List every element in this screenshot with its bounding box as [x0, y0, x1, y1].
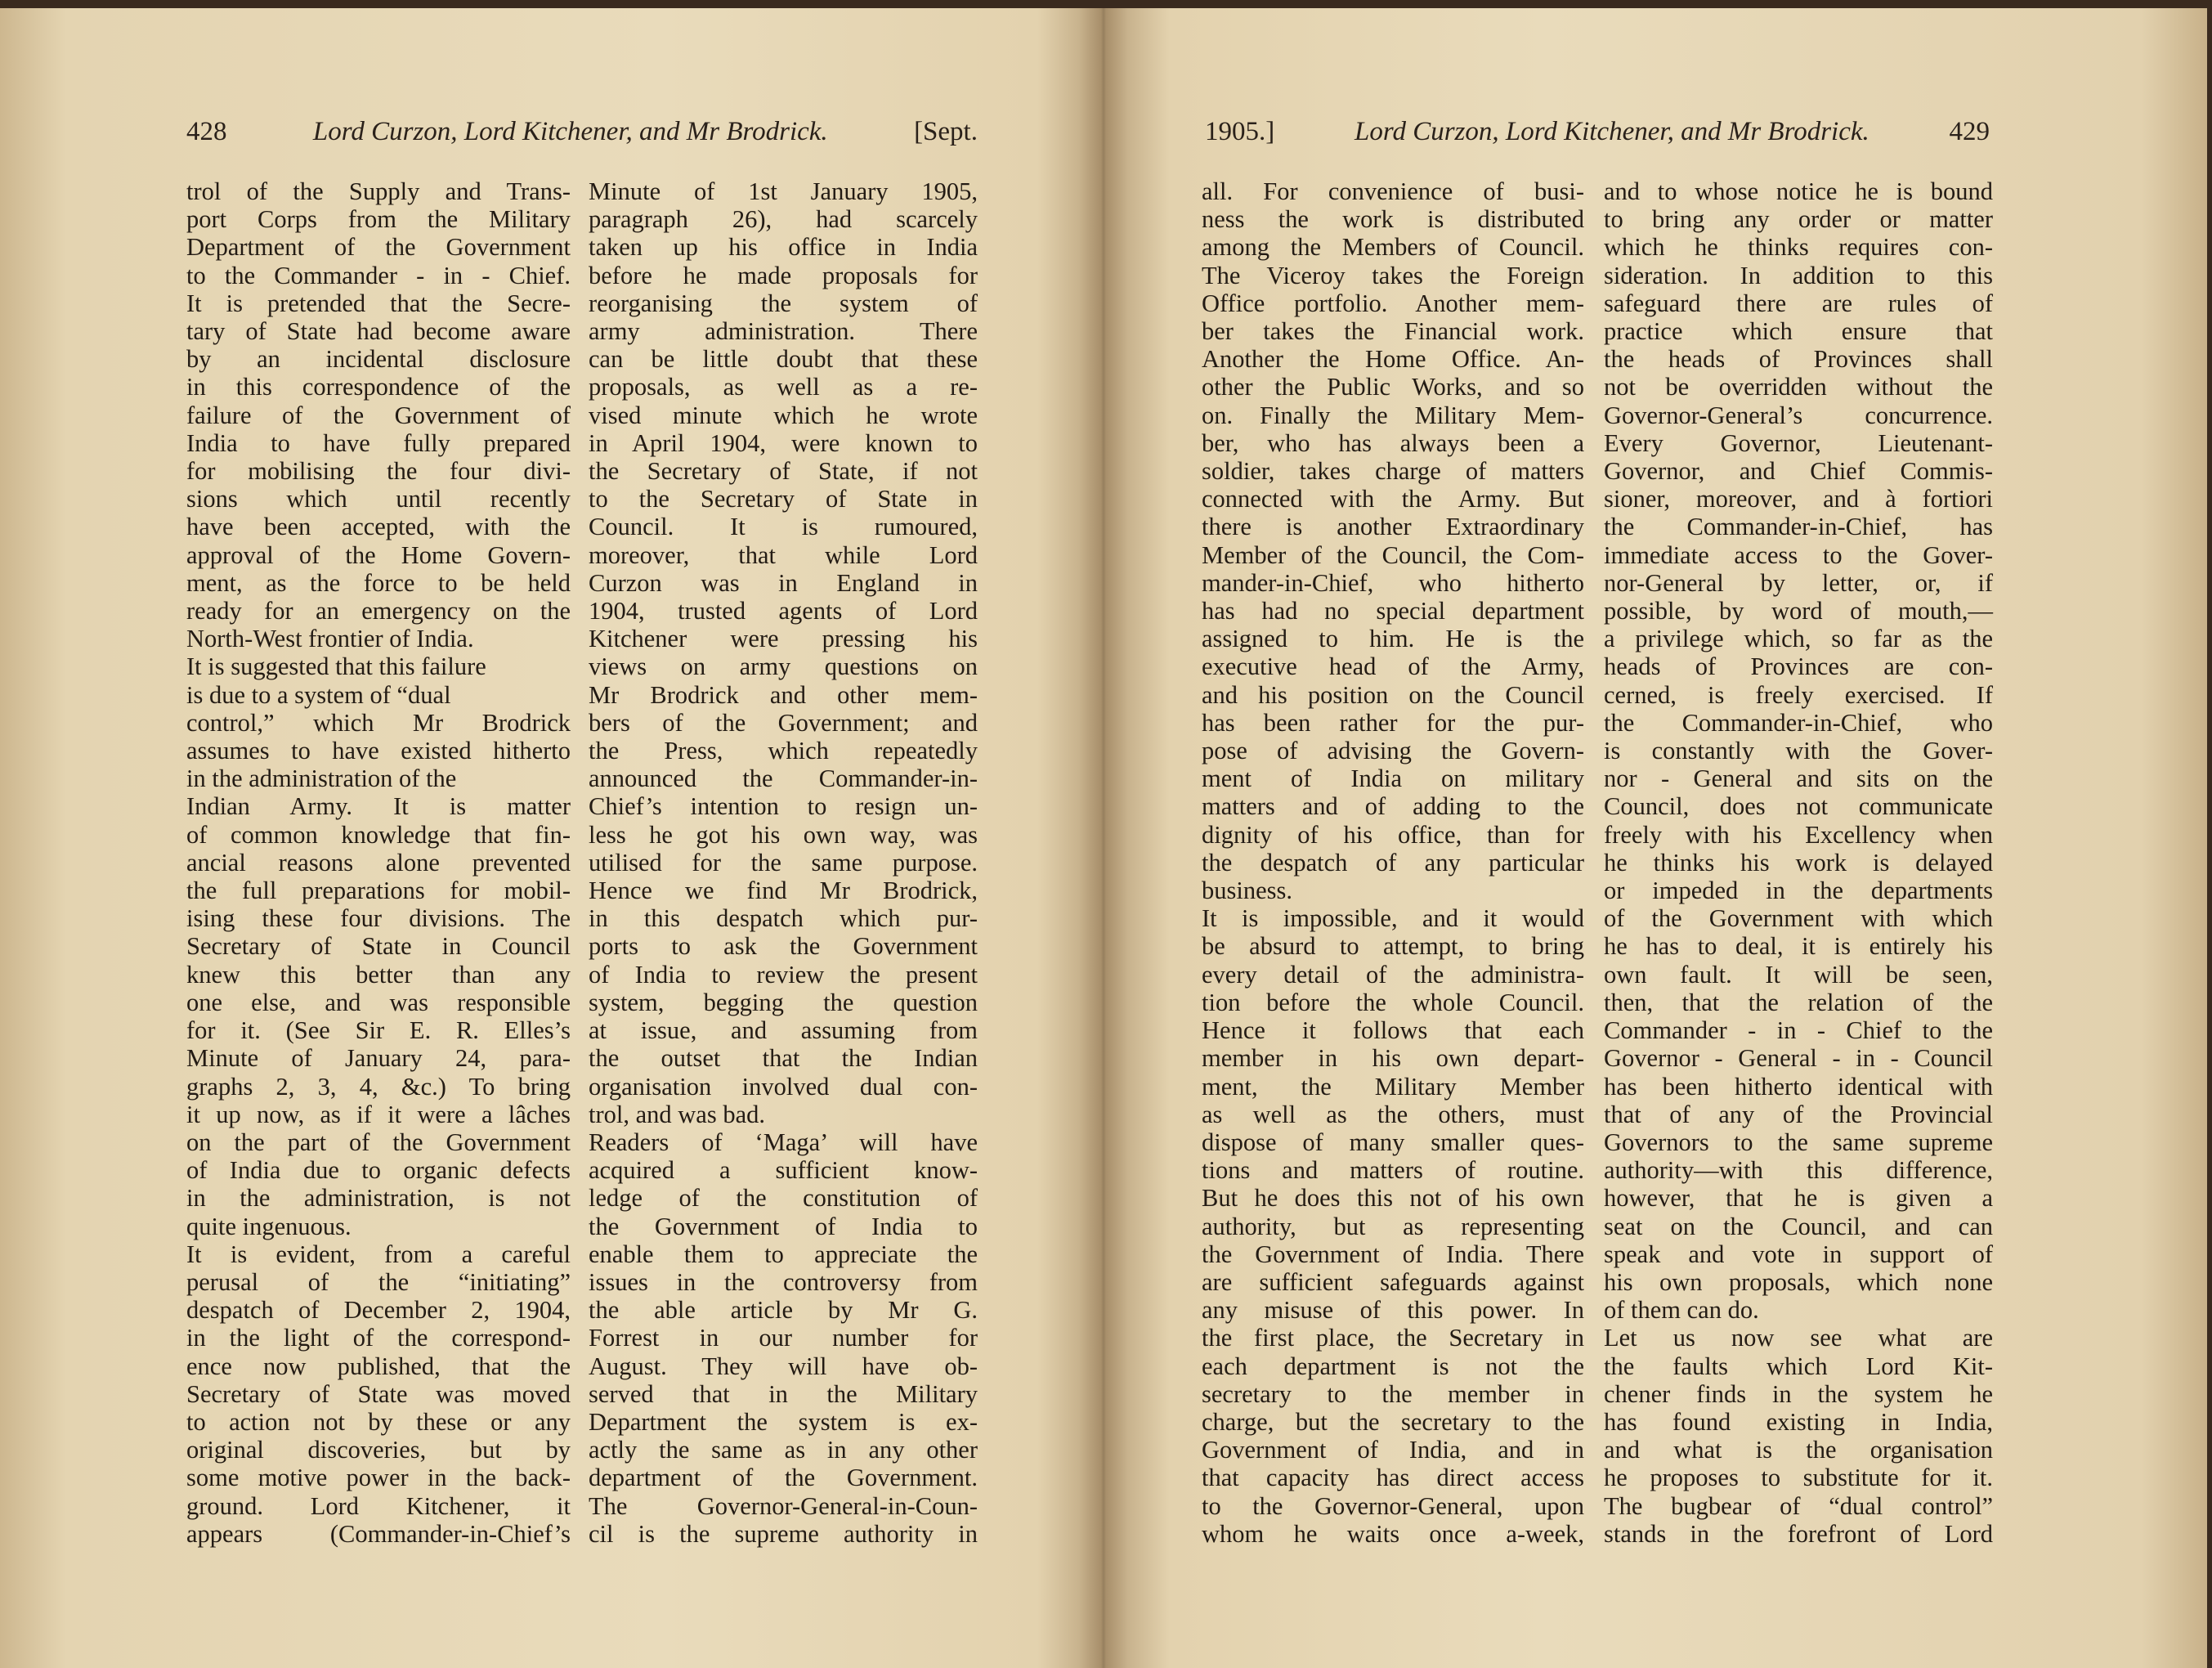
text-line: there is another Extraordinary — [1202, 513, 1584, 541]
text-line: dignity of his office, than for — [1202, 820, 1584, 849]
text-line: among the Members of Council. — [1202, 233, 1584, 262]
text-line: of them can do. — [1604, 1296, 1759, 1325]
text-line: to action not by these or any — [186, 1407, 571, 1436]
text-line: he thinks his work is delayed — [1604, 848, 1993, 877]
text-line: nor - General and sits on the — [1604, 764, 1993, 793]
text-line: sioner, moreover, and à fortiori — [1604, 485, 1993, 513]
right-column-1 — [1202, 177, 1584, 1548]
text-line: appears (Commander-in-Chief’s — [186, 1519, 571, 1548]
text-line: dispose of many smaller ques- — [1202, 1128, 1584, 1156]
text-line: in the administration, is not — [186, 1184, 571, 1213]
text-line: assumes to have existed hitherto — [186, 737, 571, 765]
text-line: authority, but as representing — [1202, 1212, 1584, 1240]
page-number: 429 — [1949, 117, 1990, 146]
text-line: one else, and was responsible — [186, 988, 571, 1016]
text-line: Hence we find Mr Brodrick, — [589, 877, 978, 905]
text-line: the heads of Provinces shall — [1604, 345, 1993, 374]
text-line: ness the work is distributed — [1202, 205, 1584, 234]
text-line: the full preparations for mobil- — [186, 877, 571, 905]
text-line: mander-in-Chief, who hitherto — [1202, 568, 1584, 597]
text-line: Forrest in our number for — [589, 1324, 978, 1352]
header-date: 1905.] — [1205, 117, 1275, 146]
right-page — [1120, 8, 2207, 1668]
text-line: has been rather for the pur- — [1202, 708, 1584, 737]
text-line: are sufficient safeguards against — [1202, 1267, 1584, 1296]
text-line: in this despatch which pur- — [589, 904, 978, 933]
running-title: Lord Curzon, Lord Kitchener, and Mr Brodrick. — [1354, 117, 1869, 146]
text-line: chener finds in the system he — [1604, 1379, 1993, 1408]
text-line: then, that the relation of the — [1604, 988, 1993, 1016]
text-line: Governor, and Chief Commis- — [1604, 457, 1993, 486]
text-line: ment of India on military — [1202, 764, 1584, 793]
text-line: to the Commander - in - Chief. — [186, 261, 571, 289]
text-line: knew this better than any — [186, 960, 571, 989]
text-line: Government of India, and in — [1202, 1436, 1584, 1464]
left-page — [0, 8, 1087, 1668]
text-line: proposals, as well as a re- — [589, 373, 978, 401]
text-line: ment, as the force to be held — [186, 568, 571, 597]
text-line: issues in the controversy from — [589, 1267, 978, 1296]
text-line: Council, does not communicate — [1604, 792, 1993, 821]
text-line: of India due to organic defects — [186, 1156, 571, 1185]
text-line: served that in the Military — [589, 1379, 978, 1408]
text-line: paragraph 26), had scarcely — [589, 205, 978, 234]
page-number: 428 — [186, 117, 227, 146]
text-line: Chief’s intention to resign un- — [589, 792, 978, 821]
text-line: Readers of ‘Maga’ will have — [589, 1128, 978, 1156]
text-line: in April 1904, were known to — [589, 428, 978, 457]
text-line: Office portfolio. Another mem- — [1202, 289, 1584, 317]
text-line: to the Secretary of State in — [589, 485, 978, 513]
text-line: for it. (See Sir E. R. Elles’s — [186, 1016, 571, 1045]
text-line: to bring any order or matter — [1604, 205, 1993, 234]
text-line: stands in the forefront of Lord — [1604, 1519, 1993, 1548]
text-line: some motive power in the back- — [186, 1464, 571, 1492]
text-line: perusal of the “initiating” — [186, 1267, 571, 1296]
running-title: Lord Curzon, Lord Kitchener, and Mr Brodrick. — [312, 117, 828, 146]
text-line: Let us now see what are — [1604, 1324, 1993, 1352]
text-line: enable them to appreciate the — [589, 1240, 978, 1268]
text-line: Department the system is ex- — [589, 1407, 978, 1436]
text-line: the able article by Mr G. — [589, 1296, 978, 1325]
text-line: But he does this not of his own — [1202, 1184, 1584, 1213]
text-line: possible, by word of mouth,— — [1604, 597, 1993, 626]
text-line: failure of the Government of — [186, 401, 571, 429]
text-line: and to whose notice he is bound — [1604, 177, 1993, 205]
text-line: at issue, and assuming from — [589, 1016, 978, 1045]
text-line: graphs 2, 3, 4, &c.) To bring — [186, 1072, 571, 1101]
text-line: ment, the Military Member — [1202, 1072, 1584, 1101]
text-line: system, begging the question — [589, 988, 978, 1016]
text-line: North-West frontier of India. — [186, 625, 474, 653]
text-line: It is evident, from a careful — [186, 1240, 571, 1268]
text-line: however, that he is given a — [1604, 1184, 1993, 1213]
text-line: utilised for the same purpose. — [589, 848, 978, 877]
text-line: all. For convenience of busi- — [1202, 177, 1584, 205]
text-line: in the light of the correspond- — [186, 1324, 571, 1352]
text-line: has found existing in India, — [1604, 1407, 1993, 1436]
text-line: moreover, that while Lord — [589, 540, 978, 569]
text-line: approval of the Home Govern- — [186, 540, 571, 569]
text-line: less he got his own way, was — [589, 820, 978, 849]
text-line: The Governor-General-in-Coun- — [589, 1491, 978, 1520]
text-line: August. They will have ob- — [589, 1352, 978, 1380]
right-page-header — [1205, 117, 1990, 158]
text-line: on the part of the Government — [186, 1128, 571, 1156]
text-line: have been accepted, with the — [186, 513, 571, 541]
text-line: in the administration of the — [186, 764, 457, 793]
text-line: any misuse of this power. In — [1202, 1296, 1584, 1325]
text-line: a privilege which, so far as the — [1604, 625, 1993, 653]
text-line: can be little doubt that these — [589, 345, 978, 374]
text-line: as well as the others, must — [1202, 1100, 1584, 1128]
text-line: ence now published, that the — [186, 1352, 571, 1380]
text-line: the Government of India to — [589, 1212, 978, 1240]
text-line: of the Government with which — [1604, 904, 1993, 933]
text-line: on. Finally the Military Mem- — [1202, 401, 1584, 429]
text-line: tions and matters of routine. — [1202, 1156, 1584, 1185]
text-line: sions which until recently — [186, 485, 571, 513]
text-line: the Commander-in-Chief, has — [1604, 513, 1993, 541]
text-line: the Secretary of State, if not — [589, 457, 978, 486]
text-line: It is suggested that this failure — [186, 652, 486, 681]
text-line: Indian Army. It is matter — [186, 792, 571, 821]
text-line: the first place, the Secretary in — [1202, 1324, 1584, 1352]
text-line: the Commander-in-Chief, who — [1604, 708, 1993, 737]
left-column-2 — [589, 177, 978, 1548]
text-line: organisation involved dual con- — [589, 1072, 978, 1101]
text-line: Mr Brodrick and other mem- — [589, 680, 978, 709]
text-line: Commander - in - Chief to the — [1604, 1016, 1993, 1045]
text-line: ber takes the Financial work. — [1202, 317, 1584, 346]
book-spread — [0, 8, 2207, 1668]
text-line: member in his own depart- — [1202, 1044, 1584, 1073]
text-line: own fault. It will be seen, — [1604, 960, 1993, 989]
text-line: and his position on the Council — [1202, 680, 1584, 709]
text-line: he has to deal, it is entirely his — [1604, 932, 1993, 961]
text-line: acquired a sufficient know- — [589, 1156, 978, 1185]
text-line: connected with the Army. But — [1202, 485, 1584, 513]
text-line: of common knowledge that fin- — [186, 820, 571, 849]
text-line: The bugbear of “dual control” — [1604, 1491, 1993, 1520]
text-line: seat on the Council, and can — [1604, 1212, 1993, 1240]
text-line: Kitchener were pressing his — [589, 625, 978, 653]
text-line: and what is the organisation — [1604, 1436, 1993, 1464]
text-line: Minute of January 24, para- — [186, 1044, 571, 1073]
text-line: The Viceroy takes the Foreign — [1202, 261, 1584, 289]
text-line: trol of the Supply and Trans- — [186, 177, 571, 205]
text-line: in this correspondence of the — [186, 373, 571, 401]
text-line: has had no special department — [1202, 597, 1584, 626]
text-line: Member of the Council, the Com- — [1202, 540, 1584, 569]
text-line: for mobilising the four divi- — [186, 457, 571, 486]
text-line: nor-General by letter, or, if — [1604, 568, 1993, 597]
text-line: the faults which Lord Kit- — [1604, 1352, 1993, 1380]
text-line: the Government of India. There — [1202, 1240, 1584, 1268]
left-column-1 — [186, 177, 571, 1548]
text-line: not be overridden without the — [1604, 373, 1993, 401]
text-line: freely with his Excellency when — [1604, 820, 1993, 849]
left-page-header — [186, 117, 978, 158]
text-line: department of the Government. — [589, 1464, 978, 1492]
text-line: army administration. There — [589, 317, 978, 346]
text-line: cil is the supreme authority in — [589, 1519, 978, 1548]
header-date: [Sept. — [914, 117, 978, 146]
text-line: quite ingenuous. — [186, 1212, 352, 1240]
text-line: ports to ask the Government — [589, 932, 978, 961]
text-line: by an incidental disclosure — [186, 345, 571, 374]
text-line: that of any of the Provincial — [1604, 1100, 1993, 1128]
text-line: safeguard there are rules of — [1604, 289, 1993, 317]
text-line: Secretary of State in Council — [186, 932, 571, 961]
text-line: he proposes to substitute for it. — [1604, 1464, 1993, 1492]
text-line: vised minute which he wrote — [589, 401, 978, 429]
text-line: Another the Home Office. An- — [1202, 345, 1584, 374]
right-column-2 — [1604, 177, 1993, 1548]
text-line: bers of the Government; and — [589, 708, 978, 737]
text-line: Hence it follows that each — [1202, 1016, 1584, 1045]
text-line: Curzon was in England in — [589, 568, 978, 597]
text-line: ancial reasons alone prevented — [186, 848, 571, 877]
text-line: tion before the whole Council. — [1202, 988, 1584, 1016]
text-line: soldier, takes charge of matters — [1202, 457, 1584, 486]
text-line: ledge of the constitution of — [589, 1184, 978, 1213]
text-line: actly the same as in any other — [589, 1436, 978, 1464]
text-line: sideration. In addition to this — [1604, 261, 1993, 289]
text-line: announced the Commander-in- — [589, 764, 978, 793]
text-line: his own proposals, which none — [1604, 1267, 1993, 1296]
text-line: ber, who has always been a — [1202, 428, 1584, 457]
text-line: or impeded in the departments — [1604, 877, 1993, 905]
text-line: taken up his office in India — [589, 233, 978, 262]
text-line: Governors to the same supreme — [1604, 1128, 1993, 1156]
text-line: secretary to the member in — [1202, 1379, 1584, 1408]
text-line: immediate access to the Gover- — [1604, 540, 1993, 569]
text-line: to the Governor-General, upon — [1202, 1491, 1584, 1520]
text-line: executive head of the Army, — [1202, 652, 1584, 681]
text-line: matters and of adding to the — [1202, 792, 1584, 821]
text-line: practice which ensure that — [1604, 317, 1993, 346]
text-line: speak and vote in support of — [1604, 1240, 1993, 1268]
text-line: authority—with this difference, — [1604, 1156, 1993, 1185]
text-line: each department is not the — [1202, 1352, 1584, 1380]
text-line: Governor - General - in - Council — [1604, 1044, 1993, 1073]
text-line: which he thinks requires con- — [1604, 233, 1993, 262]
text-line: Council. It is rumoured, — [589, 513, 978, 541]
text-line: It is impossible, and it would — [1202, 904, 1584, 933]
text-line: the despatch of any particular — [1202, 848, 1584, 877]
text-line: assigned to him. He is the — [1202, 625, 1584, 653]
text-line: original discoveries, but by — [186, 1436, 571, 1464]
text-line: port Corps from the Military — [186, 205, 571, 234]
text-line: 1904, trusted agents of Lord — [589, 597, 978, 626]
text-line: other the Public Works, and so — [1202, 373, 1584, 401]
text-line: Governor-General’s concurrence. — [1604, 401, 1993, 429]
text-line: reorganising the system of — [589, 289, 978, 317]
text-line: has been hitherto identical with — [1604, 1072, 1993, 1101]
text-line: Every Governor, Lieutenant- — [1604, 428, 1993, 457]
text-line: ready for an emergency on the — [186, 597, 571, 626]
text-line: the outset that the Indian — [589, 1044, 978, 1073]
text-line: it up now, as if it were a lâches — [186, 1100, 571, 1128]
text-line: Minute of 1st January 1905, — [589, 177, 978, 205]
text-line: the Press, which repeatedly — [589, 737, 978, 765]
text-line: trol, and was bad. — [589, 1100, 765, 1128]
text-line: cerned, is freely exercised. If — [1604, 680, 1993, 709]
text-line: control,” which Mr Brodrick — [186, 708, 571, 737]
text-line: business. — [1202, 877, 1292, 905]
text-line: charge, but the secretary to the — [1202, 1407, 1584, 1436]
text-line: ising these four divisions. The — [186, 904, 571, 933]
text-line: despatch of December 2, 1904, — [186, 1296, 571, 1325]
text-line: be absurd to attempt, to bring — [1202, 932, 1584, 961]
text-line: Secretary of State was moved — [186, 1379, 571, 1408]
text-line: It is pretended that the Secre- — [186, 289, 571, 317]
text-line: that capacity has direct access — [1202, 1464, 1584, 1492]
text-line: is due to a system of “dual — [186, 680, 451, 709]
text-line: Department of the Government — [186, 233, 571, 262]
text-line: every detail of the administra- — [1202, 960, 1584, 989]
text-line: of India to review the present — [589, 960, 978, 989]
text-line: India to have fully prepared — [186, 428, 571, 457]
text-line: is constantly with the Gover- — [1604, 737, 1993, 765]
text-line: heads of Provinces are con- — [1604, 652, 1993, 681]
text-line: pose of advising the Govern- — [1202, 737, 1584, 765]
text-line: tary of State had become aware — [186, 317, 571, 346]
text-line: views on army questions on — [589, 652, 978, 681]
text-line: before he made proposals for — [589, 261, 978, 289]
text-line: whom he waits once a-week, — [1202, 1519, 1584, 1548]
text-line: ground. Lord Kitchener, it — [186, 1491, 571, 1520]
